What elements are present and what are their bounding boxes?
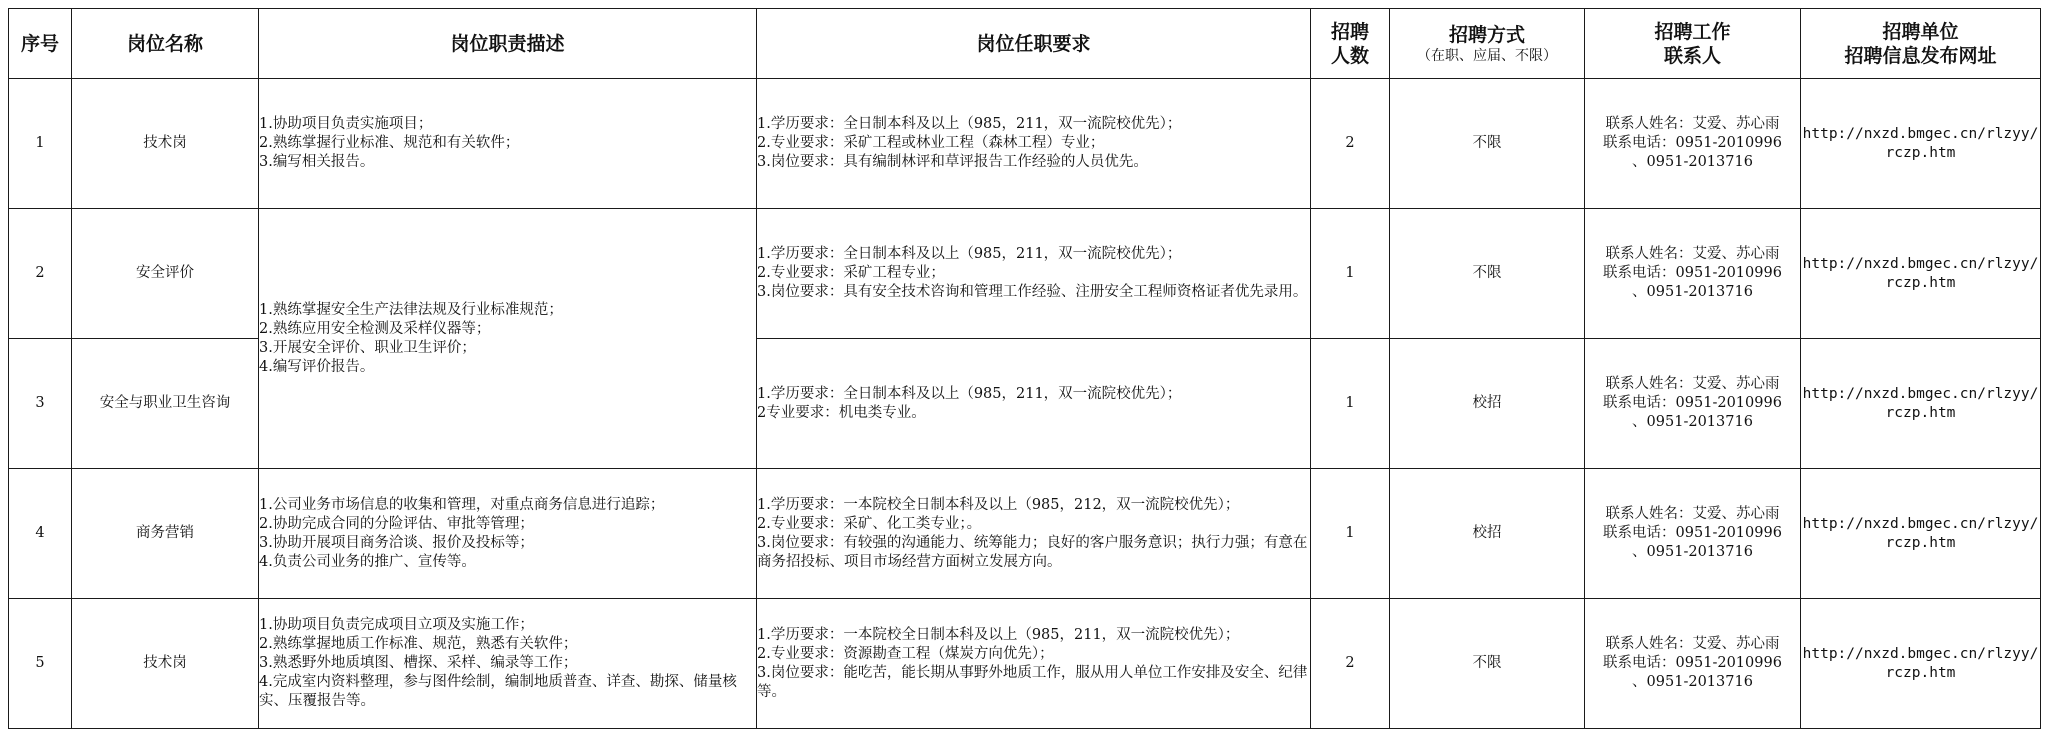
requirements-cell: 1.学历要求：全日制本科及以上（985，211，双一流院校优先）； 2.专业要求：采矿工程或林业工程（森林工程）专业； 3.岗位要求：具有编制林评和草评报告工作经验的人员优先。: [757, 79, 1311, 209]
contact-cell: 联系人姓名：艾爱、苏心雨 联系电话：0951-2010996 、0951-2013716: [1585, 79, 1801, 209]
position-cell: 安全与职业卫生咨询: [72, 339, 259, 469]
count-cell: 1: [1311, 209, 1390, 339]
seq-cell: 4: [9, 469, 72, 599]
position-cell: 安全评价: [72, 209, 259, 339]
count-cell: 1: [1311, 469, 1390, 599]
requirements-cell: 1.学历要求：一本院校全日制本科及以上（985，212，双一流院校优先）； 2.专业要求：采矿、化工类专业；。 3.岗位要求：有较强的沟通能力、统筹能力；良好的客户服务意识；执行力强；有意在商务招投标、项目市场经营方面树立发展方向。: [757, 469, 1311, 599]
table-row: [9, 469, 2041, 599]
method-cell: 不限: [1390, 599, 1585, 729]
header-position: 岗位名称: [72, 9, 259, 79]
recruitment-sheet: [8, 8, 2041, 729]
seq-cell: 3: [9, 339, 72, 469]
count-cell: 2: [1311, 79, 1390, 209]
duties-cell: 1.协助项目负责实施项目； 2.熟练掌握行业标准、规范和有关软件； 3.编写相关报告。: [259, 79, 757, 209]
url-cell[interactable]: http://nxzd.bmgec.cn/rlzyy/rczp.htm: [1801, 209, 2041, 339]
header-row: [9, 9, 2041, 79]
header-url: 招聘单位 招聘信息发布网址: [1801, 9, 2041, 79]
position-cell: 技术岗: [72, 79, 259, 209]
url-cell[interactable]: http://nxzd.bmgec.cn/rlzyy/rczp.htm: [1801, 339, 2041, 469]
url-cell[interactable]: http://nxzd.bmgec.cn/rlzyy/rczp.htm: [1801, 599, 2041, 729]
table-row: [9, 599, 2041, 729]
method-cell: 校招: [1390, 469, 1585, 599]
seq-cell: 5: [9, 599, 72, 729]
seq-cell: 1: [9, 79, 72, 209]
count-cell: 2: [1311, 599, 1390, 729]
url-cell[interactable]: http://nxzd.bmgec.cn/rlzyy/rczp.htm: [1801, 79, 2041, 209]
table-row: [9, 79, 2041, 209]
count-cell: 1: [1311, 339, 1390, 469]
position-cell: 技术岗: [72, 599, 259, 729]
method-cell: 校招: [1390, 339, 1585, 469]
method-cell: 不限: [1390, 209, 1585, 339]
url-cell[interactable]: http://nxzd.bmgec.cn/rlzyy/rczp.htm: [1801, 469, 2041, 599]
duties-cell-merged: 1.熟练掌握安全生产法律法规及行业标准规范； 2.熟练应用安全检测及采样仪器等； 3.开展安全评价、职业卫生评价； 4.编写评价报告。: [259, 209, 757, 469]
header-duties: 岗位职责描述: [259, 9, 757, 79]
requirements-cell: 1.学历要求：一本院校全日制本科及以上（985，211，双一流院校优先）； 2.专业要求：资源勘查工程（煤炭方向优先）； 3.岗位要求：能吃苦，能长期从事野外地质工作，服从用人单位工作安排及安全、纪律等。: [757, 599, 1311, 729]
requirements-cell: 1.学历要求：全日制本科及以上（985，211，双一流院校优先）； 2专业要求：机电类专业。: [757, 339, 1311, 469]
header-method: 招聘方式 （在职、应届、不限）: [1390, 9, 1585, 79]
contact-cell: 联系人姓名：艾爱、苏心雨 联系电话：0951-2010996 、0951-2013716: [1585, 209, 1801, 339]
method-cell: 不限: [1390, 79, 1585, 209]
duties-cell: 1.公司业务市场信息的收集和管理，对重点商务信息进行追踪； 2.协助完成合同的分险评估、审批等管理； 3.协助开展项目商务洽谈、报价及投标等； 4.负责公司业务的推广、宣传等。: [259, 469, 757, 599]
header-contact: 招聘工作 联系人: [1585, 9, 1801, 79]
duties-cell: 1.协助项目负责完成项目立项及实施工作； 2.熟练掌握地质工作标准、规范，熟悉有关软件； 3.熟悉野外地质填图、槽探、采样、编录等工作； 4.完成室内资料整理，参与图件绘制，编制地质普查、详查、勘探、储量核实、压覆报告等。: [259, 599, 757, 729]
recruitment-table: [8, 8, 2041, 729]
requirements-cell: 1.学历要求：全日制本科及以上（985，211，双一流院校优先）； 2.专业要求：采矿工程专业； 3.岗位要求：具有安全技术咨询和管理工作经验、注册安全工程师资格证者优先录用。: [757, 209, 1311, 339]
contact-cell: 联系人姓名：艾爱、苏心雨 联系电话：0951-2010996 、0951-2013716: [1585, 469, 1801, 599]
position-cell: 商务营销: [72, 469, 259, 599]
contact-cell: 联系人姓名：艾爱、苏心雨 联系电话：0951-2010996 、0951-2013716: [1585, 339, 1801, 469]
header-seq: 序号: [9, 9, 72, 79]
header-count: 招聘 人数: [1311, 9, 1390, 79]
header-requirements: 岗位任职要求: [757, 9, 1311, 79]
seq-cell: 2: [9, 209, 72, 339]
table-row: [9, 209, 2041, 339]
contact-cell: 联系人姓名：艾爱、苏心雨 联系电话：0951-2010996 、0951-2013716: [1585, 599, 1801, 729]
